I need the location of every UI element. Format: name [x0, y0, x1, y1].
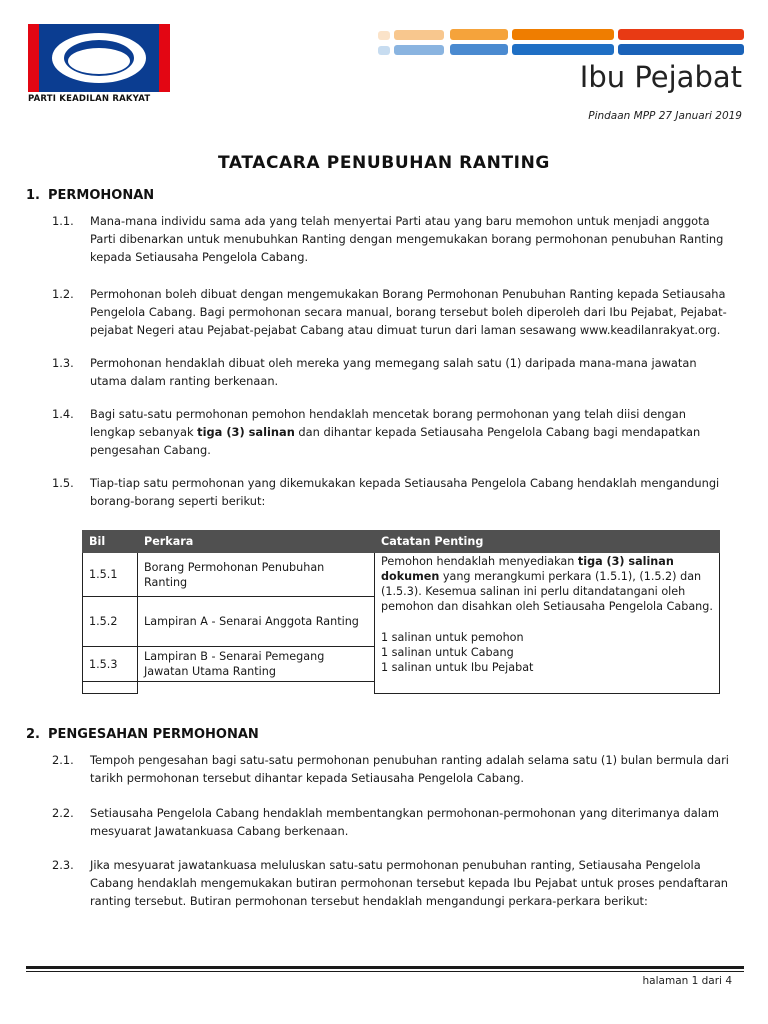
eye-logo-icon [39, 24, 159, 92]
clause-number: 2.3. [52, 858, 74, 872]
clause-text: Permohonan boleh dibuat dengan mengemukakan Borang Permohonan Penubuhan Ranting kepada Setiausaha Pengelola Cabang. Bagi permohonan secara manual, borang tersebut boleh diperoleh dari Ibu Pejabat, Pejabat-pejabat Negeri atau Pejabat-pejabat Cabang atau dimuat turun dari laman sesawang www.keadilanrakyat.org. [90, 287, 727, 337]
emphasis-text: tiga (3) salinan [197, 425, 295, 439]
cell-bil: 1.5.3 [83, 647, 138, 682]
footer-rule [26, 971, 744, 972]
party-logo [28, 24, 170, 92]
section-heading [26, 188, 154, 203]
clause [52, 751, 732, 787]
emphasis-text: tiga (3) salinan dokumen [381, 555, 674, 583]
clause-text: Mana-mana individu sama ada yang telah menyertai Parti atau yang baru memohon untuk menjadi anggota Parti dibenarkan untuk menubuhkan Ranting dengan mengemukakan borang permohonan penubuhan Ranting kepada Setiausaha Pengelola Cabang. [90, 214, 724, 264]
column-header: Catatan Penting [375, 531, 720, 553]
section-title: PERMOHONAN [48, 188, 155, 203]
column-header: Perkara [138, 531, 375, 553]
clause-number: 1.1. [52, 214, 74, 228]
section-title: PENGESAHAN PERMOHONAN [48, 727, 259, 742]
section-heading [26, 727, 259, 742]
clause-text: Jika mesyuarat jawatankuasa meluluskan satu-satu permohonan penubuhan ranting, Setiausaha Pengelola Cabang hendaklah mengemukakan butiran permohonan tersebut kepada Ibu Pejabat untuk proses pendaftaran ranting tersebut. Butiran permohonan tersebut hendaklah mengandungi perkara-perkara berikut: [90, 858, 729, 908]
clause [52, 804, 732, 840]
section-number: 2. [26, 727, 40, 742]
clause-number: 1.2. [52, 287, 74, 301]
clause-text: Permohonan hendaklah dibuat oleh mereka yang memegang salah satu (1) daripada mana-mana jawatan utama dalam ranting berkenaan. [90, 356, 697, 388]
party-name: PARTI KEADILAN RAKYAT [28, 94, 151, 104]
documents-table [82, 530, 720, 694]
office-title: Ibu Pejabat [579, 60, 742, 94]
note-line: 1 salinan untuk pemohon [381, 631, 524, 644]
clause [52, 405, 732, 459]
clause-text: Setiausaha Pengelola Cabang hendaklah membentangkan permohonan-permohonan yang diterimanya dalam mesyuarat Jawatankuasa Cabang berkenaan. [90, 806, 719, 838]
column-header: Bil [83, 531, 138, 553]
amendment-note: Pindaan MPP 27 Januari 2019 [588, 110, 742, 122]
page-number: halaman 1 dari 4 [642, 975, 732, 987]
document-title: TATACARA PENUBUHAN RANTING [218, 153, 550, 173]
section-number: 1. [26, 188, 40, 203]
clause [52, 354, 732, 390]
cell-bil: 1.5.2 [83, 597, 138, 647]
cell-perkara: Lampiran A - Senarai Anggota Ranting [138, 597, 375, 647]
clause-number: 2.1. [52, 753, 74, 767]
clause-number: 1.4. [52, 407, 74, 421]
note-line: 1 salinan untuk Ibu Pejabat [381, 661, 534, 674]
cell-note: Pemohon hendaklah menyediakan tiga (3) salinan dokumen yang merangkumi perkara (1.5.1), (1.5.2) dan (1.5.3). Kesemua salinan ini perlu ditandatangani oleh pemohon dan disahkan oleh Setiausaha Pengelola Cabang. 1 salinan untuk pemohon 1 salinan untuk Cabang 1 salinan untuk Ibu Pejabat [375, 553, 720, 694]
header-stripes-decoration [378, 28, 744, 58]
clause-text: Tempoh pengesahan bagi satu-satu permohonan penubuhan ranting adalah selama satu (1) bulan bermula dari tarikh permohonan tersebut dihantar kepada Setiausaha Pengelola Cabang. [90, 753, 729, 785]
cell-perkara [138, 682, 375, 694]
cell-perkara: Borang Permohonan Penubuhan Ranting [138, 553, 375, 597]
cell-bil: 1.5.1 [83, 553, 138, 597]
footer-rule [26, 966, 744, 969]
clause-number: 1.5. [52, 476, 74, 490]
clause [52, 285, 732, 339]
clause-number: 1.3. [52, 356, 74, 370]
clause-text: Tiap-tiap satu permohonan yang dikemukakan kepada Setiausaha Pengelola Cabang hendaklah mengandungi borang-borang seperti berikut: [90, 476, 720, 508]
table-header-row [83, 531, 720, 553]
clause [52, 856, 732, 910]
table-row [83, 553, 720, 597]
cell-perkara: Lampiran B - Senarai Pemegang Jawatan Utama Ranting [138, 647, 375, 682]
clause-text: Bagi satu-satu permohonan pemohon hendaklah mencetak borang permohonan yang telah diisi dengan lengkap sebanyak tiga (3) salinan dan dihantar kepada Setiausaha Pengelola Cabang bagi mendapatkan pengesahan Cabang. [90, 407, 701, 457]
note-line: 1 salinan untuk Cabang [381, 646, 514, 659]
cell-bil [83, 682, 138, 694]
clause [52, 212, 732, 266]
clause [52, 474, 732, 510]
clause-number: 2.2. [52, 806, 74, 820]
